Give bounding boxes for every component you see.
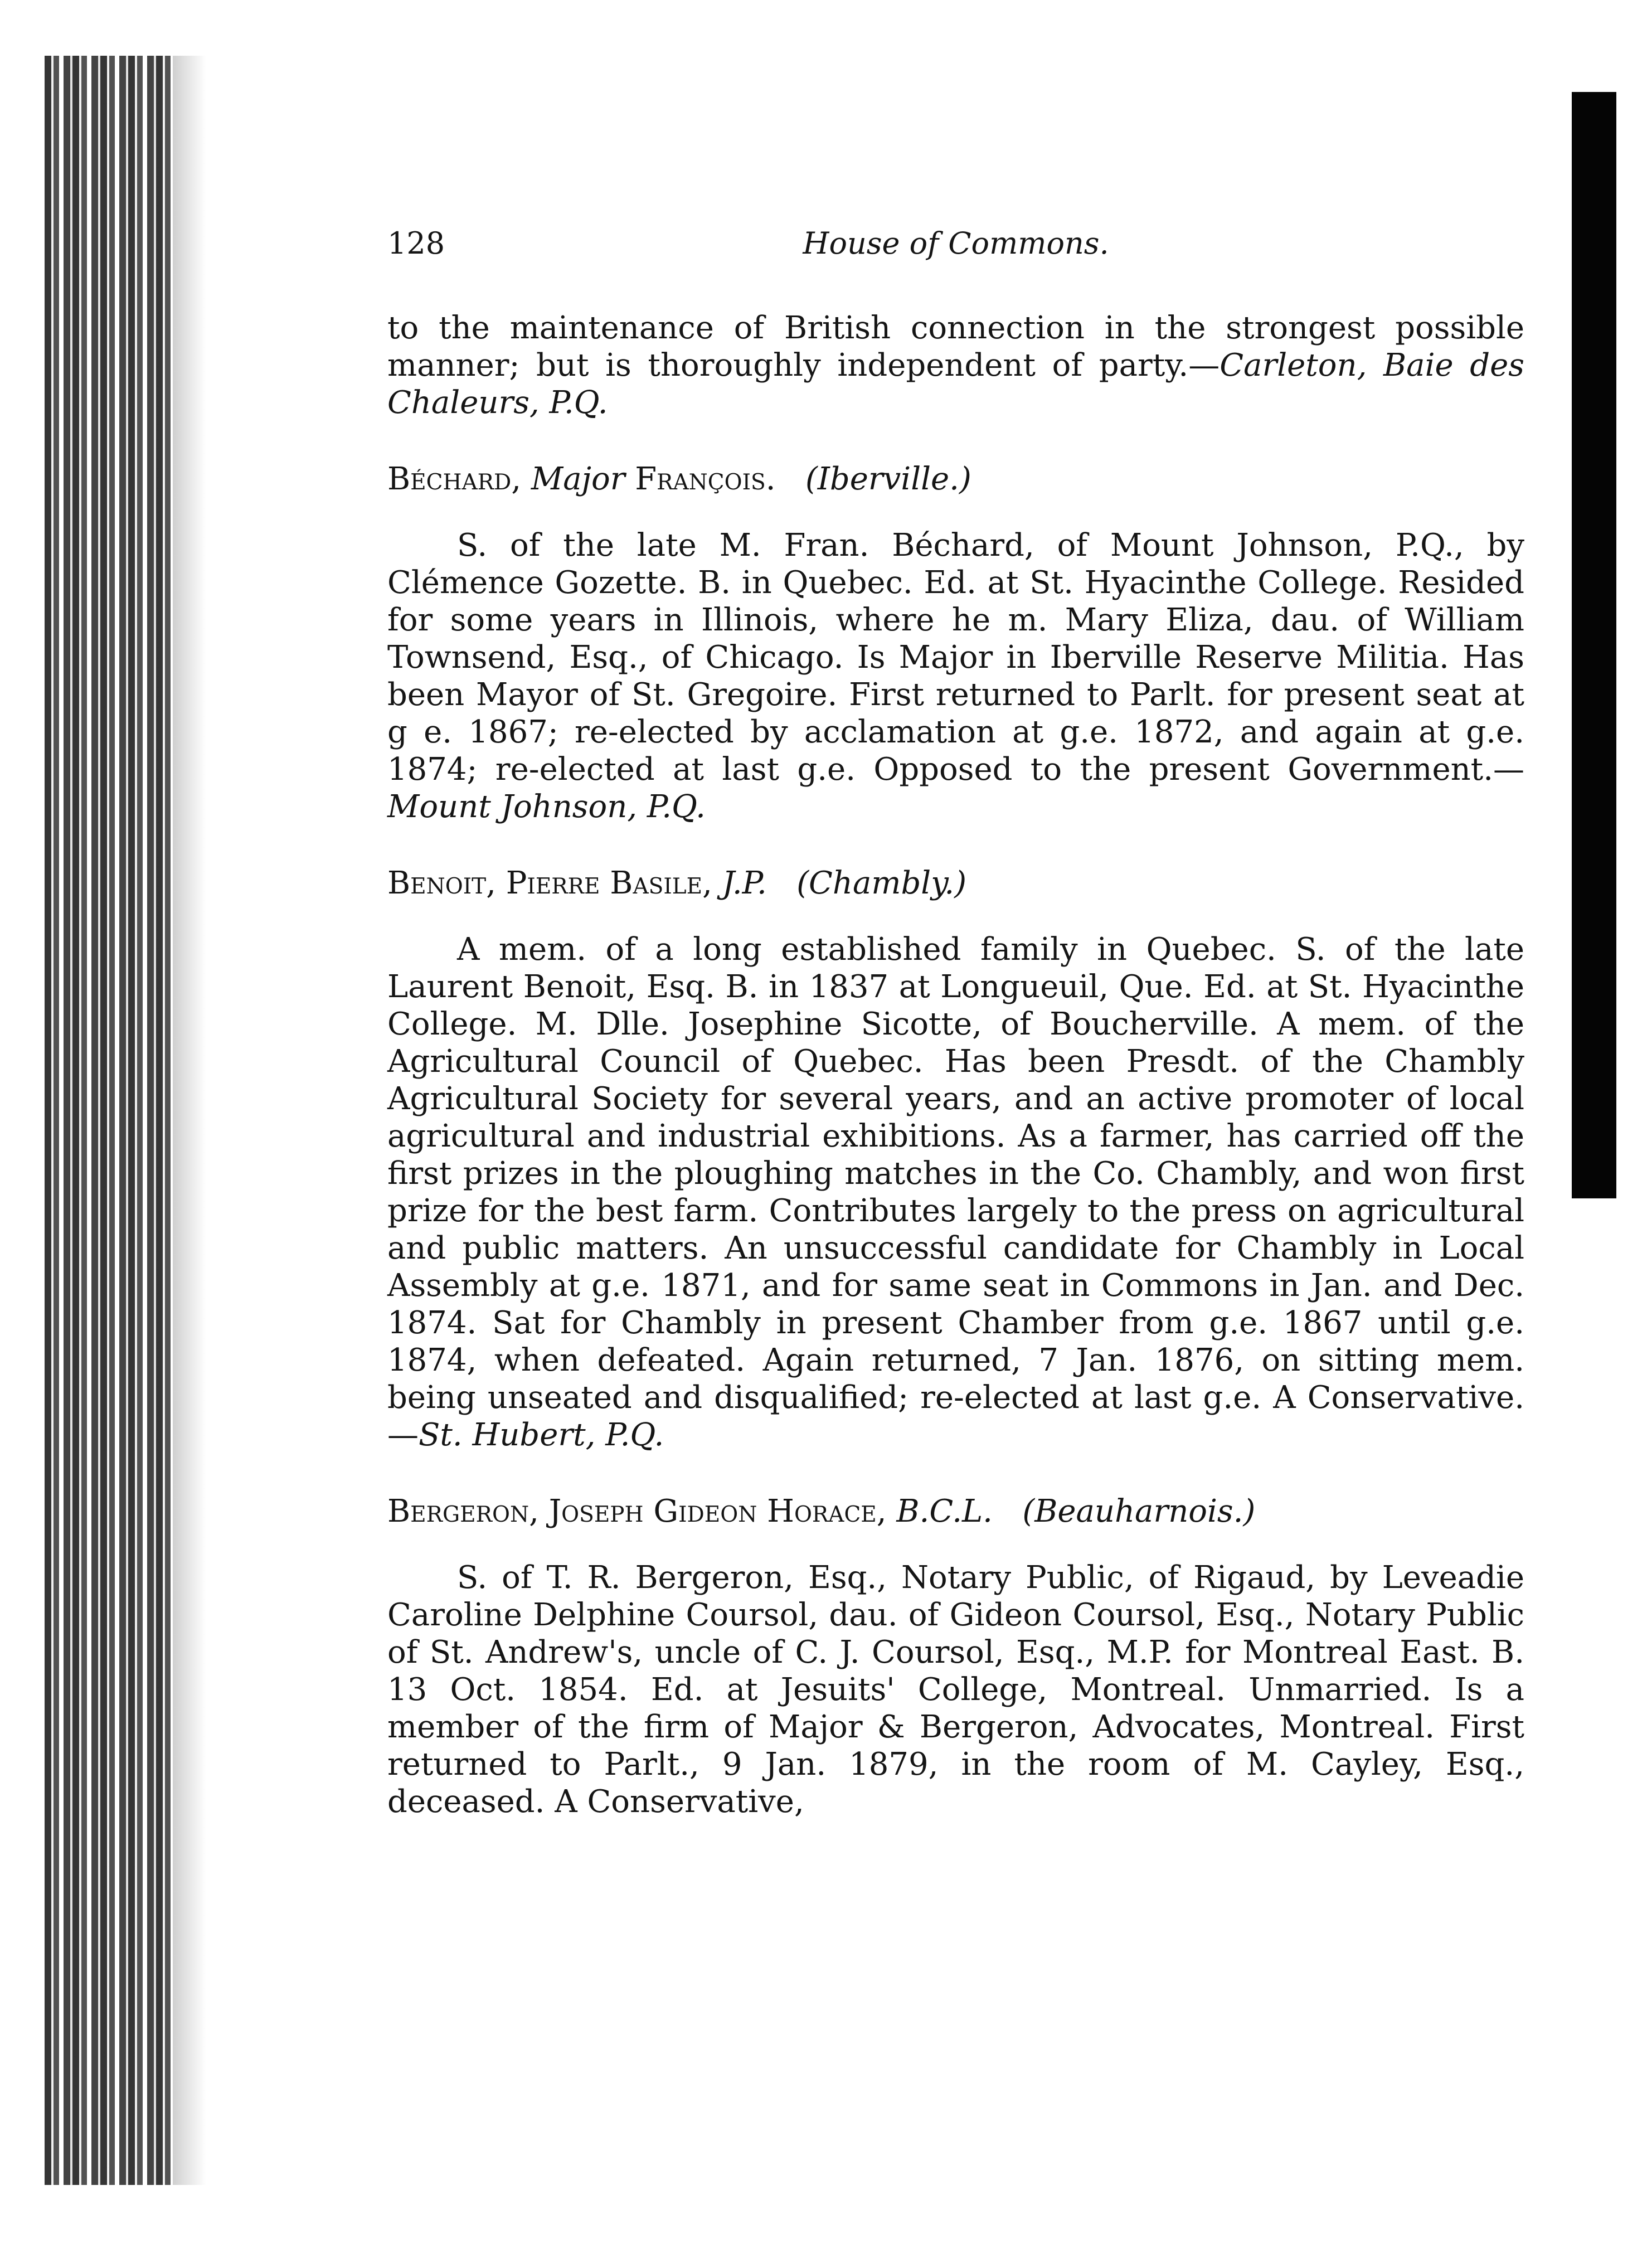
entry-surname: Béchard	[387, 461, 512, 497]
entry-bio-text: A mem. of a long established family in Quebec. S. of the late Laurent Benoit, Esq. B. in 1837 at Longueuil, Que. Ed. at St. Hyacinthe College. M. Dlle. Josephine Sicotte, of Boucherville. A mem. of the Agricultural Council of Quebec. Has been Presdt. of the Chambly Agricultural Society for several years, and an active promoter of local agricultural and industrial exhibitions. As a farmer, has carried off the first prizes in the ploughing matches in the Co. Chambly, and won first prize for the best farm. Contributes largely to the press on agricultural and public matters. An unsuccessful candidate for Chambly in Local Assembly at g.e. 1871, and for same seat in Commons in Jan. and Dec. 1874. Sat for Chambly in present Chamber from g.e. 1867 until g.e. 1874, when defeated. Again returned, 7 Jan. 1876, on sitting mem. being unseated and disqualified; re-elected at last g.e. A Conservative.—	[387, 931, 1524, 1453]
continuation-address: Carleton, Baie des Chaleurs, P.Q.	[387, 347, 1525, 421]
entry-biography	[387, 931, 1524, 1454]
entry-heading: Bergeron, Joseph Gideon Horace, B.C.L. (Beauharnois.)	[387, 1493, 1256, 1529]
entry-bio-text: S. of T. R. Bergeron, Esq., Notary Public, of Rigaud, by Leveadie Caroline Delphine Coursol, dau. of Gideon Coursol, Esq., Notary Public of St. Andrew's, uncle of C. J. Coursol, Esq., M.P. for Montreal East. B. 13 Oct. 1854. Ed. at Jesuits' College, Montreal. Unmarried. Is a member of the firm of Major & Bergeron, Advocates, Montreal. First returned to Parlt., 9 Jan. 1879, in the room of M. Cayley, Esq., deceased. A Conservative,	[387, 1560, 1524, 1820]
entry-heading: Benoit, Pierre Basile, J.P. (Chambly.)	[387, 865, 967, 901]
page-number: 128	[387, 226, 445, 261]
entry-given-names: Pierre Basile,	[506, 865, 712, 901]
scan-binding-edge	[45, 56, 173, 2185]
entry-given-names: Joseph Gideon Horace,	[548, 1493, 887, 1529]
continuation-text: to the maintenance of British connection in the strongest possible manner; but is thoroughly independent of party.—	[387, 310, 1524, 383]
entry-heading: Béchard, Major François. (Iberville.)	[387, 461, 971, 497]
entry-suffix: J.P.	[722, 865, 767, 901]
scan-edge-bar	[1572, 92, 1616, 1198]
continuation-paragraph	[387, 309, 1524, 421]
entry-given-names: François.	[635, 461, 776, 497]
entry-suffix: B.C.L.	[896, 1493, 993, 1529]
entry-surname: Benoit	[387, 865, 487, 901]
entry-biography	[387, 527, 1524, 825]
running-head	[387, 226, 1524, 270]
entry-address: St. Hubert, P.Q.	[419, 1417, 664, 1453]
entry-biography	[387, 1559, 1524, 1820]
page	[387, 226, 1524, 1820]
entry-constituency: (Chambly.)	[796, 865, 967, 901]
scan-binding-shadow	[173, 56, 206, 2185]
entry-constituency: (Beauharnois.)	[1022, 1493, 1256, 1529]
entry-constituency: (Iberville.)	[805, 461, 971, 497]
entry-title-prefix: Major	[531, 461, 625, 497]
entry-address: Mount Johnson, P.Q.	[387, 789, 706, 825]
entry-surname: Bergeron	[387, 1493, 529, 1529]
entry-bio-text: S. of the late M. Fran. Béchard, of Mount Johnson, P.Q., by Clémence Gozette. B. in Quebec. Ed. at St. Hyacinthe College. Resided for some years in Illinois, where he m. Mary Eliza, dau. of William Townsend, Esq., of Chicago. Is Major in Iberville Reserve Militia. Has been Mayor of St. Gregoire. First returned to Parlt. for present seat at g e. 1867; re-elected by acclamation at g.e. 1872, and again at g.e. 1874; re-elected at last g.e. Opposed to the present Government.—	[387, 527, 1524, 788]
running-title: House of Commons.	[803, 226, 1109, 261]
